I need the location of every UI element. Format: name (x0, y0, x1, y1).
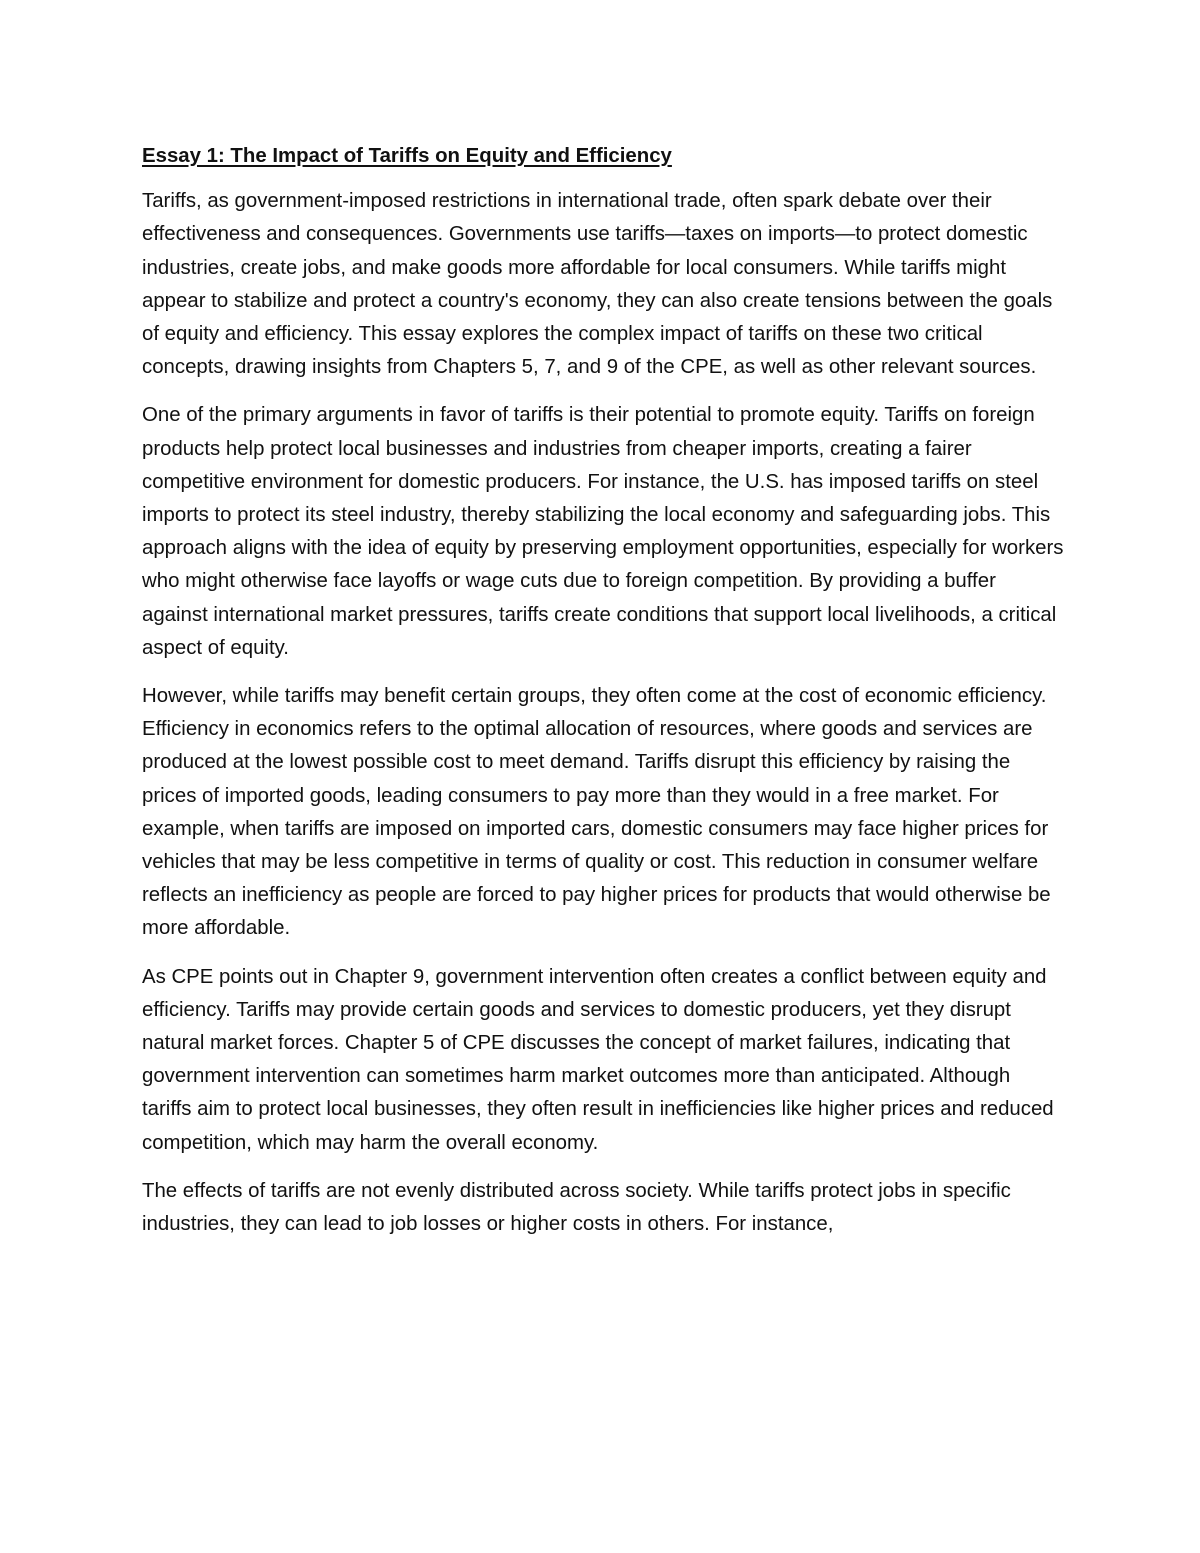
document-body (142, 140, 1064, 1256)
paragraph-3: However, while tariffs may benefit certain groups, they often come at the cost of economic efficiency. Efficiency in economics refers to the optimal allocation of resources, where goods and services are produced at the lowest possible cost to meet demand. Tariffs disrupt this efficiency by raising the prices of imported goods, leading consumers to pay more than they would in a free market. For example, when tariffs are imposed on imported cars, domestic consumers may face higher prices for vehicles that may be less competitive in terms of quality or cost. This reduction in consumer welfare reflects an inefficiency as people are forced to pay higher prices for products that would otherwise be more affordable. (142, 685, 1051, 940)
paragraph-1: Tariffs, as government-imposed restrictions in international trade, often spark debate over their effectiveness and consequences. Governments use tariffs—taxes on imports—to protect domestic industries, create jobs, and make goods more affordable for local consumers. While tariffs might appear to stabilize and protect a country's economy, they can also create tensions between the goals of equity and efficiency. This essay explores the complex impact of tariffs on these two critical concepts, drawing insights from Chapters 5, 7, and 9 of the CPE, as well as other relevant sources. (142, 190, 1053, 379)
paragraph-4: As CPE points out in Chapter 9, government intervention often creates a conflict between equity and efficiency. Tariffs may provide certain goods and services to domestic producers, yet they disrupt natural market forces. Chapter 5 of CPE discusses the concept of market failures, indicating that government intervention can sometimes harm market outcomes more than anticipated. Although tariffs aim to protect local businesses, they often result in inefficiencies like higher prices and reduced competition, which may harm the overall economy. (142, 965, 1054, 1154)
paragraph-5: The effects of tariffs are not evenly distributed across society. While tariffs protect jobs in specific industries, they can lead to job losses or higher costs in others. For instance, (142, 1179, 1011, 1236)
paragraph-2: One of the primary arguments in favor of tariffs is their potential to promote equity. Tariffs on foreign products help protect local businesses and industries from cheaper imports, creating a fairer competitive environment for domestic producers. For instance, the U.S. has imposed tariffs on steel imports to protect its steel industry, thereby stabilizing the local economy and safeguarding jobs. This approach aligns with the idea of equity by preserving employment opportunities, especially for workers who might otherwise face layoffs or wage cuts due to foreign competition. By providing a buffer against international market pressures, tariffs create conditions that support local livelihoods, a critical aspect of equity. (142, 404, 1064, 659)
essay-title: Essay 1: The Impact of Tariffs on Equity and Efficiency (142, 145, 672, 167)
